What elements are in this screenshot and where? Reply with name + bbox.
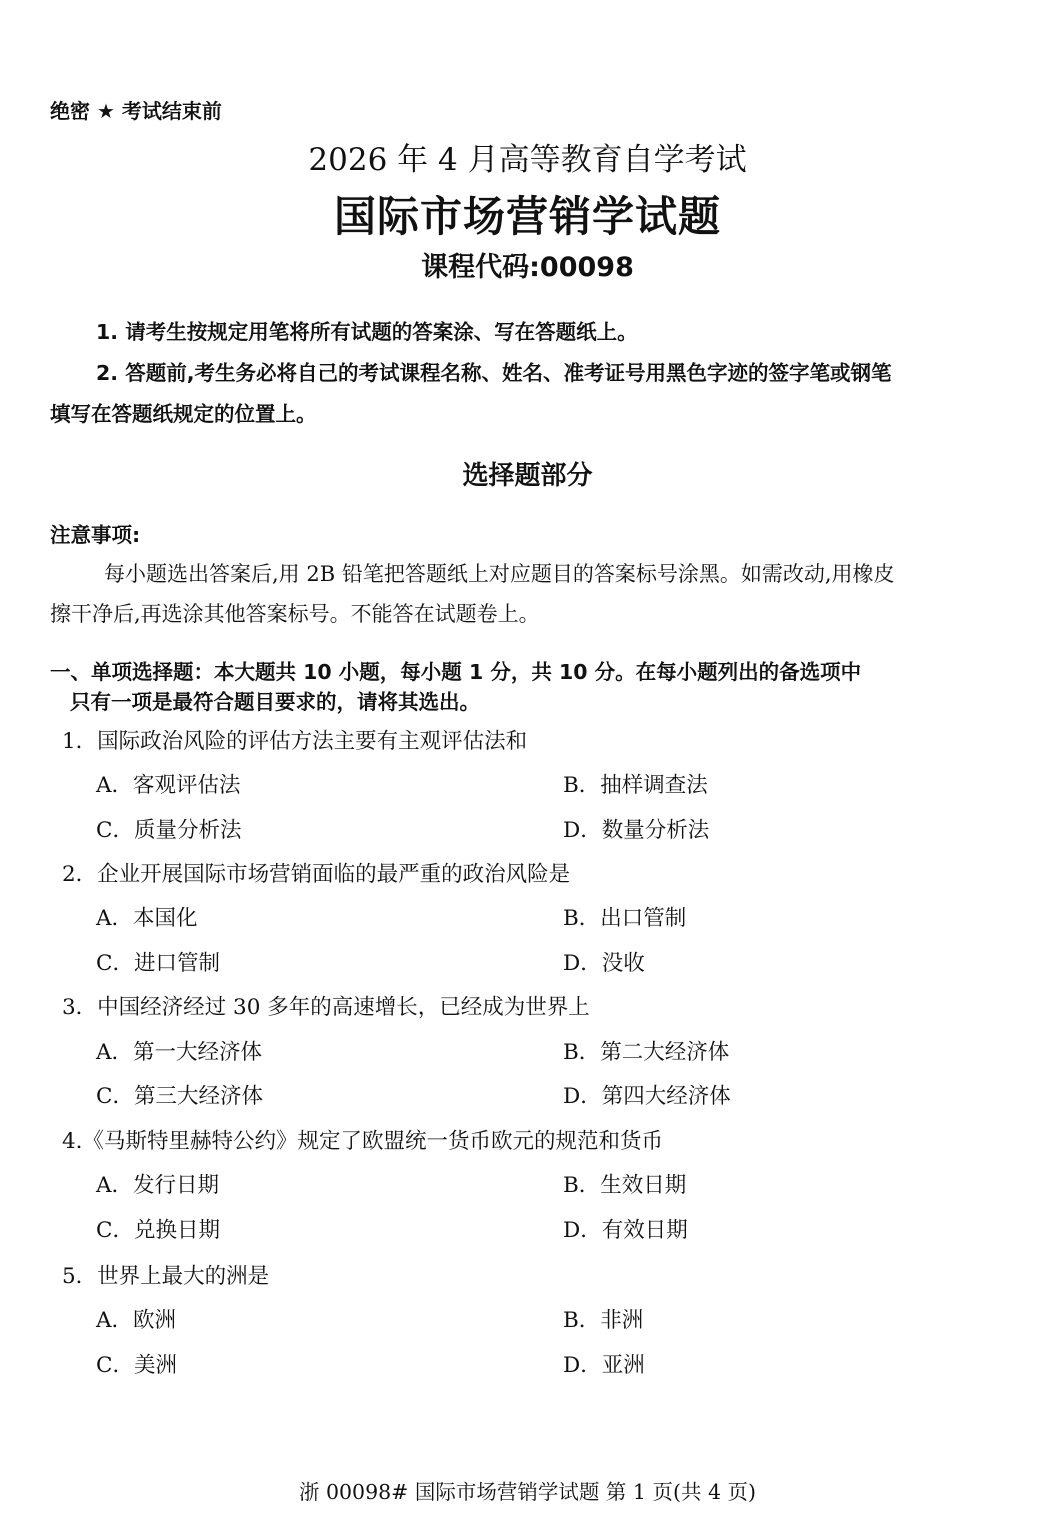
question-stem: 2．企业开展国际市场营销面临的最严重的政治风险是 [62,862,571,887]
option-b: B．出口管制 [563,906,687,931]
question-stem: 1．国际政治风险的评估方法主要有主观评估法和 [62,729,528,754]
notice-line-2: 擦干净后,再选涂其他答案标号。不能答在试题卷上。 [50,602,540,626]
notice-line-1: 每小题选出答案后,用 2B 铅笔把答题纸上对应题目的答案标号涂黑。如需改动,用橡皮 [104,562,895,586]
instruction-2-continued: 填写在答题纸规定的位置上。 [50,402,317,426]
option-c: C．美洲 [96,1353,177,1378]
option-d: D．有效日期 [563,1218,688,1243]
page-footer: 浙 00098# 国际市场营销学试题 第 1 页(共 4 页) [298,1480,757,1504]
option-a: A．客观评估法 [96,773,241,798]
option-c: C．质量分析法 [96,818,242,843]
exam-title: 2026 年 4 月高等教育自学考试 [308,142,747,178]
option-d: D．没收 [563,951,645,976]
option-d: D．第四大经济体 [563,1084,731,1109]
option-c: C．第三大经济体 [96,1084,263,1109]
question-stem: 4.《马斯特里赫特公约》规定了欧盟统一货币欧元的规范和货币 [62,1129,664,1154]
question-stem: 3．中国经济经过 30 多年的高速增长，已经成为世界上 [62,995,590,1020]
option-c: C．兑换日期 [96,1218,220,1243]
confidential-label: 绝密 ★ 考试结束前 [50,99,222,123]
section-title: 选择题部分 [462,461,593,491]
option-a: A．第一大经济体 [96,1040,263,1065]
question-stem: 5．世界上最大的洲是 [62,1264,270,1289]
option-c: C．进口管制 [96,951,220,976]
option-a: A．欧洲 [96,1308,177,1333]
option-a: A．发行日期 [96,1173,220,1198]
option-a: A．本国化 [96,906,198,931]
option-b: B．非洲 [563,1308,644,1333]
part-one-heading-continued: 只有一项是最符合题目要求的，请将其选出。 [70,690,480,714]
option-d: D．亚洲 [563,1353,645,1378]
option-b: B．第二大经济体 [563,1040,730,1065]
option-d: D．数量分析法 [563,818,710,843]
subject-title: 国际市场营销学试题 [333,192,721,241]
instruction-2: 2. 答题前,考生务必将自己的考试课程名称、姓名、准考证号用黑色字迹的签字笔或钢笔 [96,361,892,385]
notice-heading: 注意事项: [50,523,141,547]
option-b: B．抽样调查法 [563,773,708,798]
instruction-1: 1. 请考生按规定用笔将所有试题的答案涂、写在答题纸上。 [96,320,638,344]
course-code: 课程代码:00098 [421,252,634,283]
option-b: B．生效日期 [563,1173,687,1198]
part-one-heading: 一、单项选择题：本大题共 10 小题，每小题 1 分，共 10 分。在每小题列出的备选项中 [50,660,862,684]
